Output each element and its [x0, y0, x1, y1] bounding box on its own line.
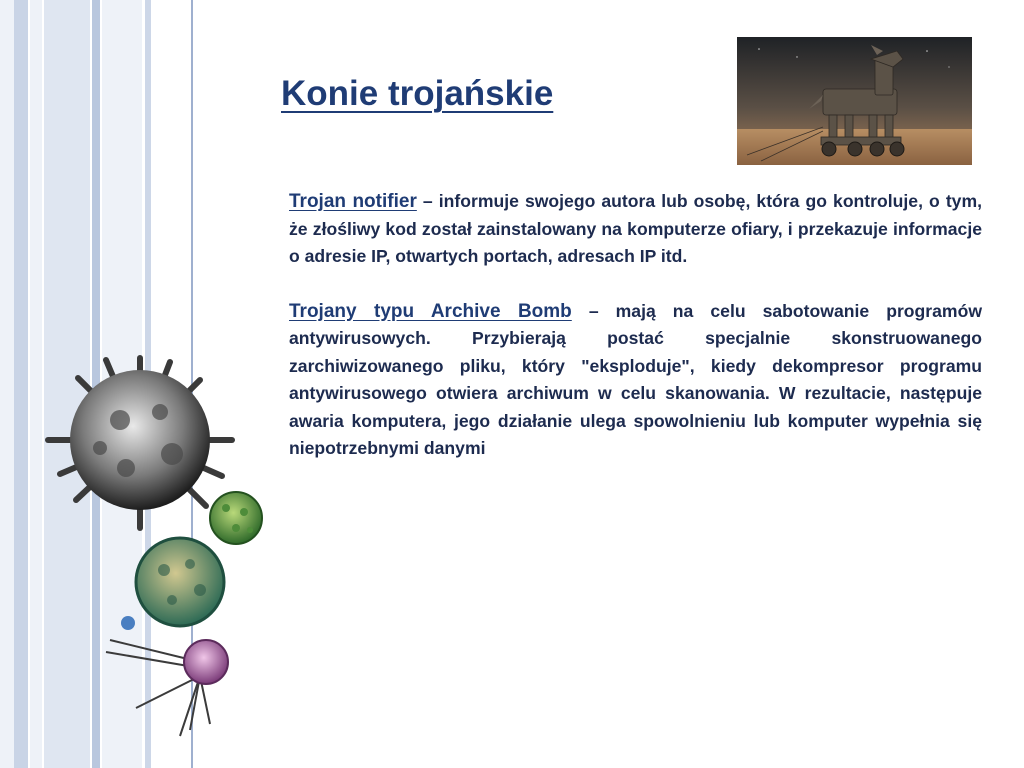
virus-purple: [106, 640, 228, 736]
decor-stripe: [0, 0, 14, 768]
paragraph-archive-bomb: [289, 298, 982, 463]
term-archive-bomb: Trojany typu Archive Bomb: [289, 300, 572, 322]
paragraph-text: – mają na celu sabotowanie programów antywirusowych. Przybierają postać specjalnie skonstruowanego zarchiwizowanego pliku, który "eksploduje", kiedy dekompresor programu antywirusowego otwiera archiwum w celu skanowania. W rezultacie, następuje awaria komputera, jego działanie ulega spowolnieniu lub komputer wypełnia się niepotrzebnymi danymi: [289, 300, 983, 458]
bullet-dot: [121, 616, 135, 630]
slide-body: [289, 188, 982, 490]
paragraph-text: – informuje swojego autora lub osobę, która go kontroluje, o tym, że złośliwy kod został zainstalowany na komputerze ofiary, i przekazuje informacje o adresie IP, otwartych portach, adresach IP itd.: [289, 191, 982, 266]
term-trojan-notifier: Trojan notifier: [289, 191, 417, 212]
paragraph-trojan-notifier: [289, 188, 982, 271]
trojan-horse-image: [737, 37, 972, 165]
virus-teal: [136, 538, 224, 626]
decor-stripe: [14, 0, 28, 768]
virus-grey: [48, 358, 232, 528]
virus-green: [210, 492, 262, 544]
slide-title: Konie trojańskie: [281, 74, 554, 113]
virus-illustration: [40, 350, 280, 750]
